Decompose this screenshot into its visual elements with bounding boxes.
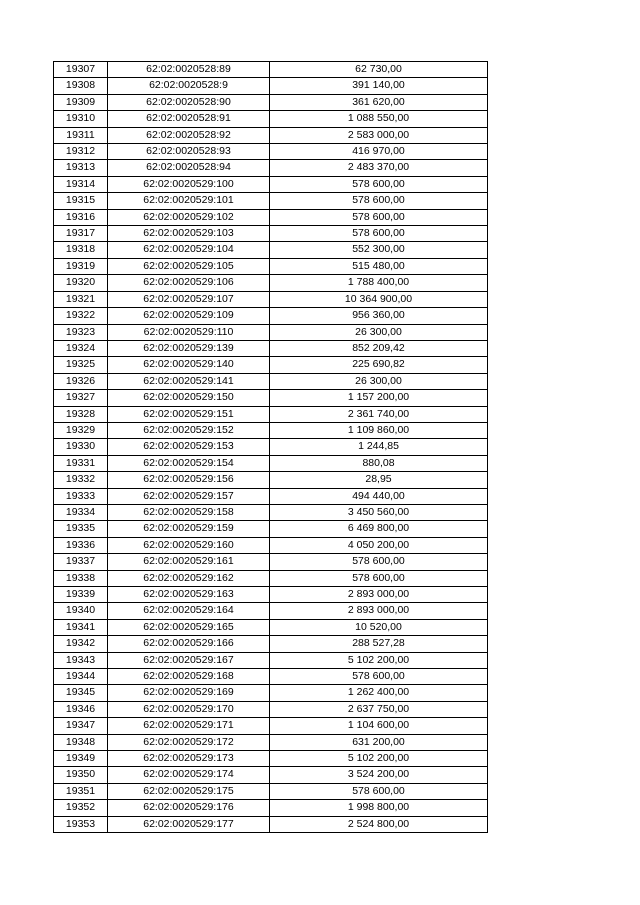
cadastral-value-cell: 956 360,00 — [270, 308, 488, 324]
row-number-cell: 19347 — [54, 718, 108, 734]
cadastral-number-cell: 62:02:0020529:165 — [108, 619, 270, 635]
table-row — [54, 373, 488, 389]
row-number-cell: 19348 — [54, 734, 108, 750]
cadastral-value-cell: 225 690,82 — [270, 357, 488, 373]
row-number-cell: 19337 — [54, 554, 108, 570]
row-number-cell: 19352 — [54, 800, 108, 816]
row-number-cell: 19350 — [54, 767, 108, 783]
cadastral-value-cell: 3 524 200,00 — [270, 767, 488, 783]
cadastral-number-cell: 62:02:0020529:103 — [108, 226, 270, 242]
table-row — [54, 242, 488, 258]
cadastral-number-cell: 62:02:0020529:173 — [108, 751, 270, 767]
cadastral-number-cell: 62:02:0020529:164 — [108, 603, 270, 619]
table-row — [54, 587, 488, 603]
row-number-cell: 19338 — [54, 570, 108, 586]
table-row — [54, 751, 488, 767]
cadastral-number-cell: 62:02:0020529:102 — [108, 209, 270, 225]
row-number-cell: 19343 — [54, 652, 108, 668]
row-number-cell: 19336 — [54, 537, 108, 553]
cadastral-value-cell: 880,08 — [270, 455, 488, 471]
cadastral-number-cell: 62:02:0020529:158 — [108, 504, 270, 520]
cadastral-number-cell: 62:02:0020529:156 — [108, 472, 270, 488]
row-number-cell: 19309 — [54, 94, 108, 110]
row-number-cell: 19349 — [54, 751, 108, 767]
row-number-cell: 19316 — [54, 209, 108, 225]
cadastral-value-cell: 1 088 550,00 — [270, 111, 488, 127]
cadastral-value-cell: 1 262 400,00 — [270, 685, 488, 701]
cadastral-number-cell: 62:02:0020529:140 — [108, 357, 270, 373]
cadastral-value-cell: 2 893 000,00 — [270, 587, 488, 603]
cadastral-number-cell: 62:02:0020529:110 — [108, 324, 270, 340]
row-number-cell: 19335 — [54, 521, 108, 537]
cadastral-number-cell: 62:02:0020529:170 — [108, 701, 270, 717]
cadastral-number-cell: 62:02:0020528:94 — [108, 160, 270, 176]
cadastral-number-cell: 62:02:0020529:150 — [108, 390, 270, 406]
table-row — [54, 144, 488, 160]
cadastral-number-cell: 62:02:0020528:93 — [108, 144, 270, 160]
cadastral-value-cell: 1 104 600,00 — [270, 718, 488, 734]
table-row — [54, 504, 488, 520]
cadastral-number-cell: 62:02:0020529:109 — [108, 308, 270, 324]
cadastral-number-cell: 62:02:0020529:161 — [108, 554, 270, 570]
cadastral-value-cell: 1 244,85 — [270, 439, 488, 455]
cadastral-value-cell: 578 600,00 — [270, 209, 488, 225]
table-row — [54, 324, 488, 340]
cadastral-number-cell: 62:02:0020529:105 — [108, 258, 270, 274]
table-row — [54, 176, 488, 192]
table-row — [54, 570, 488, 586]
table-row — [54, 783, 488, 799]
row-number-cell: 19339 — [54, 587, 108, 603]
table-row — [54, 127, 488, 143]
cadastral-value-cell: 1 157 200,00 — [270, 390, 488, 406]
table-row — [54, 455, 488, 471]
row-number-cell: 19308 — [54, 78, 108, 94]
cadastral-number-cell: 62:02:0020529:101 — [108, 193, 270, 209]
table-row — [54, 800, 488, 816]
cadastral-value-cell: 26 300,00 — [270, 324, 488, 340]
row-number-cell: 19322 — [54, 308, 108, 324]
cadastral-value-cell: 578 600,00 — [270, 570, 488, 586]
cadastral-number-cell: 62:02:0020529:107 — [108, 291, 270, 307]
cadastral-value-cell: 10 520,00 — [270, 619, 488, 635]
table-row — [54, 619, 488, 635]
cadastral-value-cell: 62 730,00 — [270, 62, 488, 78]
table-row — [54, 636, 488, 652]
cadastral-value-cell: 5 102 200,00 — [270, 751, 488, 767]
row-number-cell: 19310 — [54, 111, 108, 127]
cadastral-value-cell: 3 450 560,00 — [270, 504, 488, 520]
cadastral-number-cell: 62:02:0020529:153 — [108, 439, 270, 455]
row-number-cell: 19351 — [54, 783, 108, 799]
cadastral-value-cell: 1 788 400,00 — [270, 275, 488, 291]
cadastral-value-cell: 631 200,00 — [270, 734, 488, 750]
cadastral-value-cell: 2 637 750,00 — [270, 701, 488, 717]
cadastral-value-cell: 852 209,42 — [270, 340, 488, 356]
cadastral-number-cell: 62:02:0020529:171 — [108, 718, 270, 734]
cadastral-number-cell: 62:02:0020528:92 — [108, 127, 270, 143]
table-row — [54, 111, 488, 127]
cadastral-number-cell: 62:02:0020528:91 — [108, 111, 270, 127]
cadastral-number-cell: 62:02:0020529:152 — [108, 422, 270, 438]
cadastral-number-cell: 62:02:0020529:106 — [108, 275, 270, 291]
cadastral-value-cell: 10 364 900,00 — [270, 291, 488, 307]
cadastral-number-cell: 62:02:0020528:89 — [108, 62, 270, 78]
table-row — [54, 669, 488, 685]
cadastral-value-cell: 578 600,00 — [270, 193, 488, 209]
row-number-cell: 19329 — [54, 422, 108, 438]
cadastral-value-cell: 578 600,00 — [270, 669, 488, 685]
table-row — [54, 406, 488, 422]
cadastral-value-cell: 578 600,00 — [270, 226, 488, 242]
row-number-cell: 19334 — [54, 504, 108, 520]
row-number-cell: 19327 — [54, 390, 108, 406]
row-number-cell: 19330 — [54, 439, 108, 455]
table-row — [54, 62, 488, 78]
cadastral-value-cell: 578 600,00 — [270, 554, 488, 570]
cadastral-value-cell: 4 050 200,00 — [270, 537, 488, 553]
table-row — [54, 226, 488, 242]
cadastral-number-cell: 62:02:0020529:175 — [108, 783, 270, 799]
table-body — [54, 62, 488, 833]
cadastral-value-cell: 28,95 — [270, 472, 488, 488]
cadastral-value-cell: 2 893 000,00 — [270, 603, 488, 619]
cadastral-number-cell: 62:02:0020529:159 — [108, 521, 270, 537]
row-number-cell: 19332 — [54, 472, 108, 488]
table-row — [54, 701, 488, 717]
cadastral-number-cell: 62:02:0020529:172 — [108, 734, 270, 750]
cadastral-value-cell: 2 483 370,00 — [270, 160, 488, 176]
table-row — [54, 685, 488, 701]
row-number-cell: 19323 — [54, 324, 108, 340]
row-number-cell: 19313 — [54, 160, 108, 176]
cadastral-value-cell: 5 102 200,00 — [270, 652, 488, 668]
row-number-cell: 19341 — [54, 619, 108, 635]
cadastral-value-cell: 2 583 000,00 — [270, 127, 488, 143]
row-number-cell: 19342 — [54, 636, 108, 652]
table-row — [54, 439, 488, 455]
table-row — [54, 422, 488, 438]
row-number-cell: 19307 — [54, 62, 108, 78]
cadastral-number-cell: 62:02:0020529:141 — [108, 373, 270, 389]
row-number-cell: 19344 — [54, 669, 108, 685]
table-row — [54, 816, 488, 832]
cadastral-number-cell: 62:02:0020529:157 — [108, 488, 270, 504]
cadastral-value-cell: 26 300,00 — [270, 373, 488, 389]
cadastral-number-cell: 62:02:0020529:174 — [108, 767, 270, 783]
cadastral-number-cell: 62:02:0020529:163 — [108, 587, 270, 603]
cadastral-value-cell: 515 480,00 — [270, 258, 488, 274]
cadastral-number-cell: 62:02:0020529:176 — [108, 800, 270, 816]
row-number-cell: 19333 — [54, 488, 108, 504]
table-row — [54, 193, 488, 209]
cadastral-value-cell: 552 300,00 — [270, 242, 488, 258]
table-row — [54, 488, 488, 504]
cadastral-number-cell: 62:02:0020529:169 — [108, 685, 270, 701]
cadastral-number-cell: 62:02:0020528:9 — [108, 78, 270, 94]
cadastral-value-cell: 2 361 740,00 — [270, 406, 488, 422]
cadastral-value-cell: 494 440,00 — [270, 488, 488, 504]
cadastral-number-cell: 62:02:0020529:162 — [108, 570, 270, 586]
cadastral-value-cell: 288 527,28 — [270, 636, 488, 652]
table-row — [54, 209, 488, 225]
table-row — [54, 357, 488, 373]
table-row — [54, 291, 488, 307]
cadastral-number-cell: 62:02:0020528:90 — [108, 94, 270, 110]
row-number-cell: 19326 — [54, 373, 108, 389]
table-row — [54, 308, 488, 324]
cadastral-value-cell: 6 469 800,00 — [270, 521, 488, 537]
table-row — [54, 258, 488, 274]
table-row — [54, 603, 488, 619]
cadastral-value-table — [53, 61, 488, 833]
row-number-cell: 19321 — [54, 291, 108, 307]
cadastral-number-cell: 62:02:0020529:151 — [108, 406, 270, 422]
row-number-cell: 19325 — [54, 357, 108, 373]
row-number-cell: 19324 — [54, 340, 108, 356]
row-number-cell: 19314 — [54, 176, 108, 192]
row-number-cell: 19315 — [54, 193, 108, 209]
row-number-cell: 19319 — [54, 258, 108, 274]
table-row — [54, 734, 488, 750]
table-row — [54, 275, 488, 291]
cadastral-number-cell: 62:02:0020529:167 — [108, 652, 270, 668]
table-row — [54, 718, 488, 734]
row-number-cell: 19318 — [54, 242, 108, 258]
cadastral-value-cell: 1 109 860,00 — [270, 422, 488, 438]
cadastral-number-cell: 62:02:0020529:154 — [108, 455, 270, 471]
table-row — [54, 390, 488, 406]
cadastral-number-cell: 62:02:0020529:168 — [108, 669, 270, 685]
cadastral-number-cell: 62:02:0020529:104 — [108, 242, 270, 258]
cadastral-value-cell: 391 140,00 — [270, 78, 488, 94]
table-row — [54, 521, 488, 537]
cadastral-number-cell: 62:02:0020529:160 — [108, 537, 270, 553]
cadastral-value-cell: 416 970,00 — [270, 144, 488, 160]
row-number-cell: 19340 — [54, 603, 108, 619]
row-number-cell: 19312 — [54, 144, 108, 160]
cadastral-number-cell: 62:02:0020529:100 — [108, 176, 270, 192]
cadastral-value-cell: 578 600,00 — [270, 176, 488, 192]
table-row — [54, 537, 488, 553]
row-number-cell: 19331 — [54, 455, 108, 471]
table-row — [54, 94, 488, 110]
table-row — [54, 472, 488, 488]
row-number-cell: 19311 — [54, 127, 108, 143]
table-row — [54, 767, 488, 783]
cadastral-value-cell: 578 600,00 — [270, 783, 488, 799]
cadastral-value-cell: 1 998 800,00 — [270, 800, 488, 816]
row-number-cell: 19317 — [54, 226, 108, 242]
table-row — [54, 652, 488, 668]
table-row — [54, 78, 488, 94]
cadastral-number-cell: 62:02:0020529:139 — [108, 340, 270, 356]
row-number-cell: 19328 — [54, 406, 108, 422]
row-number-cell: 19345 — [54, 685, 108, 701]
table-row — [54, 160, 488, 176]
cadastral-value-cell: 361 620,00 — [270, 94, 488, 110]
table-row — [54, 340, 488, 356]
row-number-cell: 19320 — [54, 275, 108, 291]
cadastral-value-cell: 2 524 800,00 — [270, 816, 488, 832]
cadastral-number-cell: 62:02:0020529:177 — [108, 816, 270, 832]
row-number-cell: 19346 — [54, 701, 108, 717]
row-number-cell: 19353 — [54, 816, 108, 832]
table-row — [54, 554, 488, 570]
cadastral-number-cell: 62:02:0020529:166 — [108, 636, 270, 652]
